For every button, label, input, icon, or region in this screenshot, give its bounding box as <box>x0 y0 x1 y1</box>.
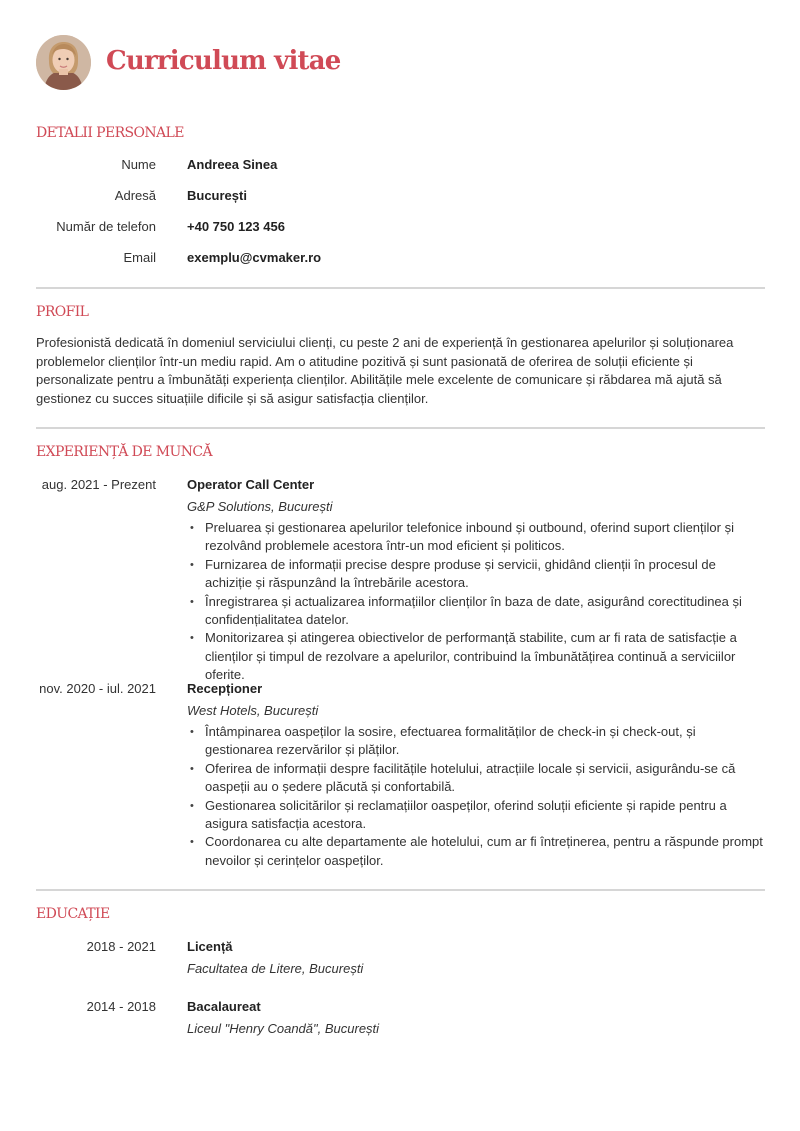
entry-date: aug. 2021 - Prezent <box>41 477 156 492</box>
field-label: Email <box>123 250 156 265</box>
list-item: • Coordonarea cu alte departamente ale hotelului, cum ar fi întreținerea, pentru a răspunde prompt nevoilor și cerințelor oaspeților. <box>187 833 765 870</box>
entry-bullet-list <box>187 723 765 870</box>
section-divider <box>36 889 765 891</box>
cv-header <box>36 35 765 91</box>
field-label: Nume <box>121 157 156 172</box>
entry-date: nov. 2020 - iul. 2021 <box>39 681 156 696</box>
field-value: exemplu@cvmaker.ro <box>187 250 322 265</box>
list-item: • Furnizarea de informații precise despre produse și servicii, ghidând clienții în procesul de achiziție și răspunzând la întrebările acestora. <box>187 556 765 593</box>
entry-date: 2018 - 2021 <box>86 939 156 954</box>
field-label: Număr de telefon <box>56 219 156 234</box>
personal-row-address <box>36 186 765 206</box>
entry-school: Facultatea de Litere, București <box>187 961 364 976</box>
entry-role: Operator Call Center <box>187 477 315 492</box>
section-title-personal: DETALII PERSONALE <box>36 125 184 141</box>
experience-entry <box>36 679 765 874</box>
person-photo-icon <box>36 35 91 90</box>
field-label: Adresă <box>114 188 156 203</box>
entry-role: Recepționer <box>187 681 263 696</box>
entry-date: 2014 - 2018 <box>86 999 156 1014</box>
section-title-experience: EXPERIENȚĂ DE MUNCĂ <box>36 444 212 460</box>
entry-organization: West Hotels, București <box>187 703 319 718</box>
section-title-education: EDUCAȚIE <box>36 906 110 922</box>
profile-text: Profesionistă dedicată în domeniul serviciului clienți, cu peste 2 ani de experiență în gestionarea apelurilor și soluționarea problemelor clienților într-un mediu rapid. Am o atitudine pozitivă și sunt pasionată de oferirea de soluții eficiente și personalizate pentru a îmbunătăți experiența clienților. Abilitățile mele excelente de comunicare și răbdarea mă ajută să gestionez cu succes situațiile dificile și să asigur satisfacția clienților. <box>36 335 734 406</box>
entry-degree: Bacalaureat <box>187 999 261 1014</box>
page-title: Curriculum vitae <box>106 46 341 76</box>
education-entry <box>36 997 765 1041</box>
personal-row-email <box>36 248 765 268</box>
field-value: +40 750 123 456 <box>187 219 285 234</box>
section-divider <box>36 427 765 429</box>
list-item: • Întâmpinarea oaspeților la sosire, efectuarea formalităților de check-in și check-out, și gestionarea rezervărilor și plăților. <box>187 723 765 760</box>
entry-school: Liceul "Henry Coandă", București <box>187 1021 380 1036</box>
entry-organization: G&P Solutions, București <box>187 499 333 514</box>
entry-degree: Licență <box>187 939 233 954</box>
education-section <box>36 904 765 924</box>
section-divider <box>36 287 765 289</box>
entry-bullet-list <box>187 519 765 685</box>
field-value: Andreea Sinea <box>187 157 278 172</box>
list-item: • Oferirea de informații despre facilitățile hotelului, atracțiile locale și servicii, asigurându-se că oaspeții au o ședere plăcută și confortabilă. <box>187 760 765 797</box>
field-value: București <box>187 188 247 203</box>
education-entry <box>36 937 765 981</box>
personal-row-phone <box>36 217 765 237</box>
list-item: • Monitorizarea și atingerea obiectivelor de performanță stabilite, cum ar fi rata de satisfacție a clienților și timpul de rezolvare a apelurilor, contribuind la îmbunătățirea continuă a serviciilor oferite. <box>187 629 765 684</box>
experience-section <box>36 442 765 462</box>
personal-details-section <box>36 123 765 143</box>
list-item: • Înregistrarea și actualizarea informațiilor clienților în baza de date, asigurând corectitudinea și confidențialitatea datelor. <box>187 593 765 630</box>
list-item: • Preluarea și gestionarea apelurilor telefonice inbound și outbound, oferind suport clienților și rezolvând problemele acestora într-un mod eficient și politicos. <box>187 519 765 556</box>
profile-section <box>36 302 765 322</box>
personal-row-name <box>36 155 765 175</box>
list-item: • Gestionarea solicitărilor și reclamațiilor oaspeților, oferind soluții eficiente și rapide pentru a asigura satisfacția acestora. <box>187 797 765 834</box>
experience-entry <box>36 475 765 683</box>
section-title-profile: PROFIL <box>36 304 89 320</box>
